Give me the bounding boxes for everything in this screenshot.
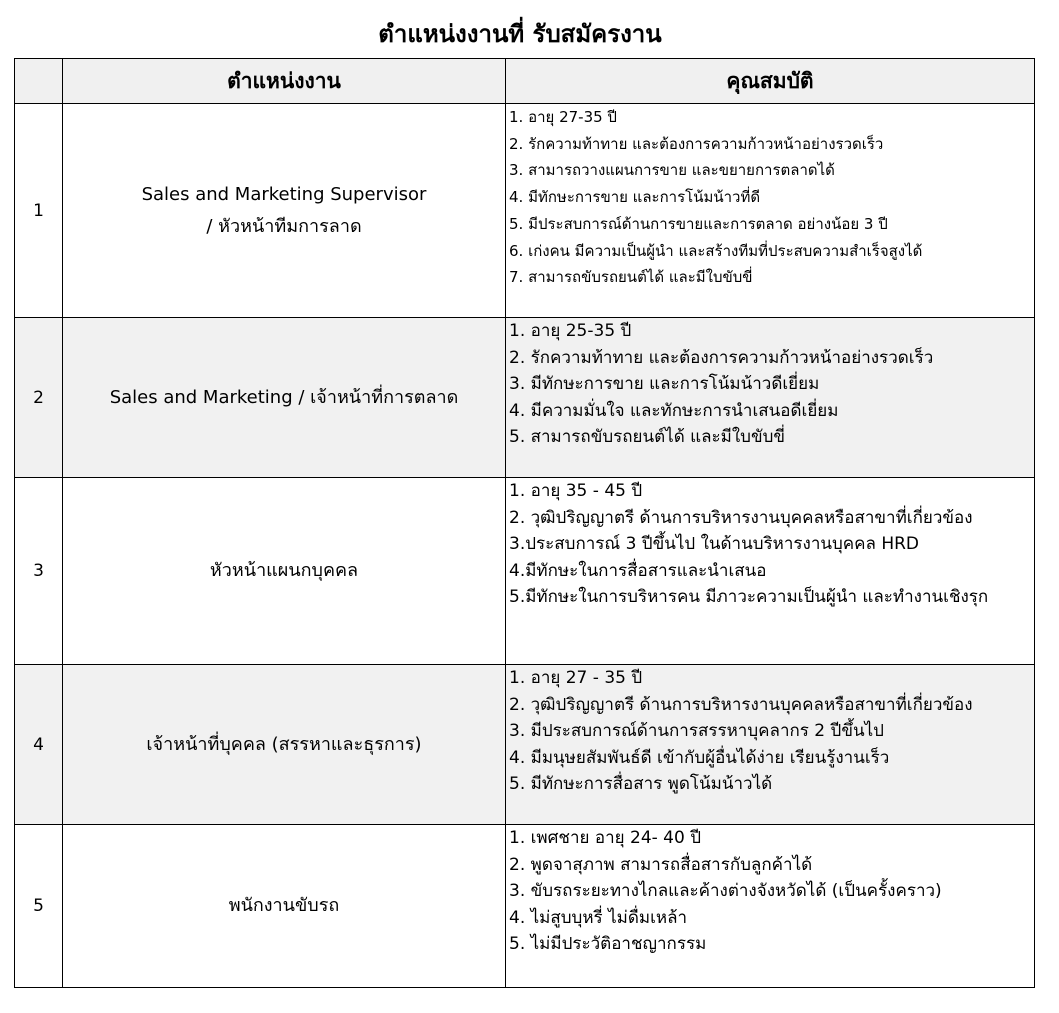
qualification-item: 3. มีทักษะการขาย และการโน้มน้าวดีเยี่ยม <box>509 374 820 394</box>
qualification-item: 4. ไม่สูบบุหรี่ ไม่ดื่มเหล้า <box>509 907 688 928</box>
qualification-item: 6. เก่งคน มีความเป็นผู้นำ และสร้างทีมที่ประสบความสำเร็จสูงได้ <box>509 241 923 260</box>
position-title: Sales and Marketing Supervisor <box>141 183 427 205</box>
qualification-item: 5. ไม่มีประวัติอาชญากรรม <box>509 934 707 954</box>
qualifications-cell <box>506 318 1035 478</box>
qualification-item: 7. สามารถขับรถยนต์ได้ และมีใบขับขี่ <box>509 268 753 287</box>
row-number: 2 <box>15 318 63 478</box>
qualification-item: 2. วุฒิปริญญาตรี ด้านการบริหารงานบุคคลหรือสาขาที่เกี่ยวข้อง <box>509 694 973 715</box>
qualification-item: 3.ประสบการณ์ 3 ปีขึ้นไป ในด้านบริหารงานบุคคล HRD <box>509 534 920 554</box>
row-number: 5 <box>15 825 63 988</box>
position-cell <box>63 478 506 665</box>
table-row <box>15 665 1035 825</box>
table-row <box>15 478 1035 665</box>
qualifications-list <box>506 318 1034 451</box>
position-subtitle: / หัวหน้าทีมการลาด <box>206 215 362 237</box>
position-cell <box>63 665 506 825</box>
qualifications-cell <box>506 104 1035 318</box>
qualification-item: 1. อายุ 27-35 ปี <box>509 108 617 126</box>
position-title: Sales and Marketing / เจ้าหน้าที่การตลาด <box>109 386 459 408</box>
table-header-row <box>15 59 1035 104</box>
qualification-item: 1. เพศชาย อายุ 24- 40 ปี <box>509 828 701 848</box>
qualifications-cell <box>506 478 1035 665</box>
qualification-item: 3. สามารถวางแผนการขาย และขยายการตลาดได้ <box>509 161 835 180</box>
page-title: ตำแหน่งงานที่ รับสมัครงาน <box>378 20 662 48</box>
position-title: เจ้าหน้าที่บุคคล (สรรหาและธุรการ) <box>146 733 422 755</box>
row-number: 1 <box>15 104 63 318</box>
header-position: ตำแหน่งงาน <box>63 59 506 104</box>
qualification-item: 1. อายุ 35 - 45 ปี <box>509 481 643 501</box>
qualifications-list <box>506 665 1034 798</box>
qualifications-list <box>506 478 1034 611</box>
qualification-item: 3. มีประสบการณ์ด้านการสรรหาบุคลากร 2 ปีขึ้นไป <box>509 721 884 741</box>
qualification-item: 5. มีประสบการณ์ด้านการขายและการตลาด อย่างน้อย 3 ปี <box>509 214 888 233</box>
job-positions-table <box>14 58 1035 988</box>
position-cell <box>63 104 506 318</box>
header-qualifications: คุณสมบัติ <box>506 59 1035 104</box>
header-number <box>15 59 63 104</box>
qualification-item: 4. มีมนุษยสัมพันธ์ดี เข้ากับผู้อื่นได้ง่าย เรียนรู้งานเร็ว <box>509 747 890 768</box>
qualification-item: 2. วุฒิปริญญาตรี ด้านการบริหารงานบุคคลหรือสาขาที่เกี่ยวข้อง <box>509 507 973 528</box>
row-number: 3 <box>15 478 63 665</box>
qualification-item: 1. อายุ 25-35 ปี <box>509 321 632 341</box>
qualification-item: 2. รักความท้าทาย และต้องการความก้าวหน้าอย่างรวดเร็ว <box>509 347 934 368</box>
qualifications-cell <box>506 665 1035 825</box>
qualification-item: 5. สามารถขับรถยนต์ได้ และมีใบขับขี่ <box>509 427 786 447</box>
table-row <box>15 825 1035 988</box>
position-cell <box>63 318 506 478</box>
qualifications-list <box>506 104 1034 291</box>
qualification-item: 2. พูดจาสุภาพ สามารถสื่อสารกับลูกค้าได้ <box>509 854 813 875</box>
qualification-item: 4.มีทักษะในการสื่อสารและนำเสนอ <box>509 560 767 581</box>
qualification-item: 5. มีทักษะการสื่อสาร พูดโน้มน้าวได้ <box>509 774 773 794</box>
row-number: 4 <box>15 665 63 825</box>
qualification-item: 1. อายุ 27 - 35 ปี <box>509 668 643 688</box>
position-cell <box>63 825 506 988</box>
position-title: หัวหน้าแผนกบุคคล <box>209 560 359 581</box>
position-title: พนักงานขับรถ <box>228 895 340 916</box>
table-row <box>15 318 1035 478</box>
qualification-item: 2. รักความท้าทาย และต้องการความก้าวหน้าอย่างรวดเร็ว <box>509 134 884 153</box>
qualification-item: 5.มีทักษะในการบริหารคน มีภาวะความเป็นผู้นำ และทำงานเชิงรุก <box>509 587 989 607</box>
qualifications-cell <box>506 825 1035 988</box>
qualifications-list <box>506 825 1034 958</box>
qualification-item: 4. มีทักษะการขาย และการโน้มน้าวที่ดี <box>509 188 761 207</box>
qualification-item: 4. มีความมั่นใจ และทักษะการนำเสนอดีเยี่ยม <box>509 400 839 421</box>
qualification-item: 3. ขับรถระยะทางไกลและค้างต่างจังหวัดได้ (เป็นครั้งคราว) <box>509 881 942 901</box>
table-row <box>15 104 1035 318</box>
